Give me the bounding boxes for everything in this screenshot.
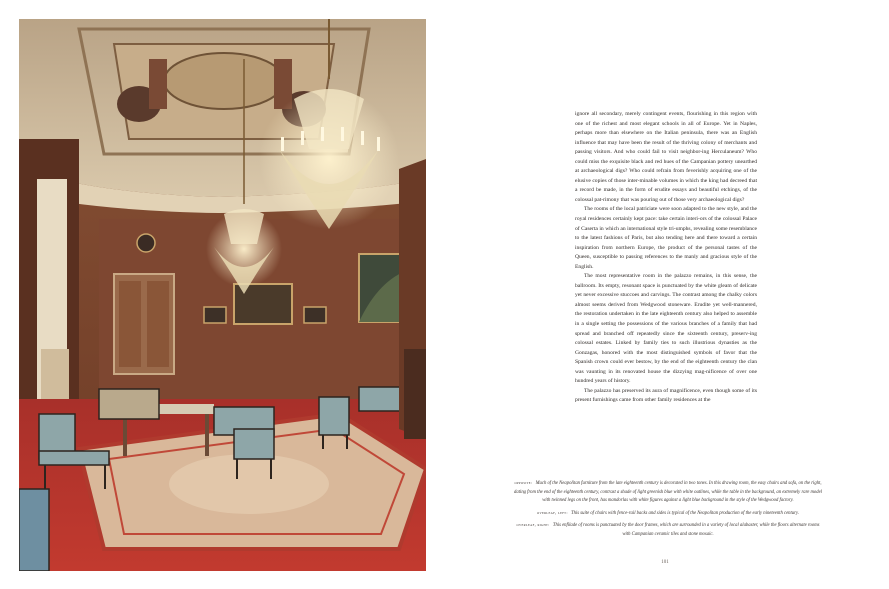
caption-text: This suite of chairs with fence-rail backs and sides is typical of the Neapolitan production of the early nineteenth century.	[571, 510, 799, 516]
body-paragraph: The most representative room in the palazzo remains, in this sense, the ballroom. Its empty, resonant space is punctuated by the white gleam of delicate yet never excessive stuccoes and carvings. The contrast among the chalky colors almost seems derived from Wedgwood stoneware. Erudite yet well-mannered, the restoration undertaken in the late eighteenth century also helped to assemble in a single setting the possessions of the various branches of a family that had spread and branched off repeatedly since the sixteenth century, preserv-ing colossal estates. Linked by family ties to such illustrious dynasties as the Gonzagas, honored with the most distinguished symbols of favor that the Spanish crown could ever bestow, by the end of the eighteenth century the clan was vaunting in its renovated house the dizzying mag-nificence of over one hundred years of history.	[575, 273, 757, 385]
room-photograph	[19, 19, 426, 571]
body-paragraph: The palazzo has preserved its aura of magnificence, even though some of its present furnishings came from other family residences at the	[575, 387, 757, 404]
body-paragraph: ignore all secondary, merely contingent events, flourishing in this region with one of the richest and most elegant schools in all of Europe. Yet in Naples, perhaps more than elsewhere on the Italian peninsula, there was an English influence that may have been the result of the thriving colony of merchants and passing visitors. And who could fail to visit neighbor-ing Herculaneum? Who could miss the exquisite black and red hues of the Campanian pottery unearthed at archaeological digs? Who could refrain from feverishly acquiring one of the elusive copies of those inter-minable volumes in which the king had decreed that a record be made, in the form of erudite essays and beautiful etchings, of the colossal pat-rimony that was pouring out of those very archaeological digs?	[575, 111, 757, 203]
caption	[512, 479, 824, 506]
caption-label: overleaf, right:	[516, 522, 550, 528]
caption	[512, 521, 824, 539]
caption-label: opposite:	[514, 480, 533, 485]
page-number: 101	[661, 560, 669, 565]
caption-text: This enfilade of rooms is punctuated by the door frames, which are surrounded in a variety of local alabaster, while the floors alternate rooms with Campanian ceramic tiles and stone mosaic.	[552, 523, 820, 537]
body-paragraph: The rooms of the local patriciate were soon adapted to the new style, and the royal residences certainly kept pace: take certain interi-ors of the colossal Palace of Caserta in which an international style tri-umphs, revealing some resemblance to the latest fashions of Paris, but also tending here and there toward a certain inspiration from northern Europe, the product of the personal tastes of the Queen, susceptible to passing references to the manly and gracious style of the English.	[575, 206, 757, 270]
caption-label: overleaf, left:	[537, 509, 568, 515]
caption-text: Much of the Neapolitan furniture from the late eighteenth century is decorated in two tones. In this drawing room, the easy chairs and sofa, on the right, dating from the end of the eighteenth century, contrast a shade of light greenish blue with white outlines, while the table in the background, an extremely rare model with twinned legs on the front, has mandorlas with white figures against a light blue background in the style of the Wedgwood factory.	[514, 481, 822, 504]
photo-captions	[512, 479, 824, 543]
body-text-column	[575, 110, 757, 406]
caption	[512, 509, 824, 519]
